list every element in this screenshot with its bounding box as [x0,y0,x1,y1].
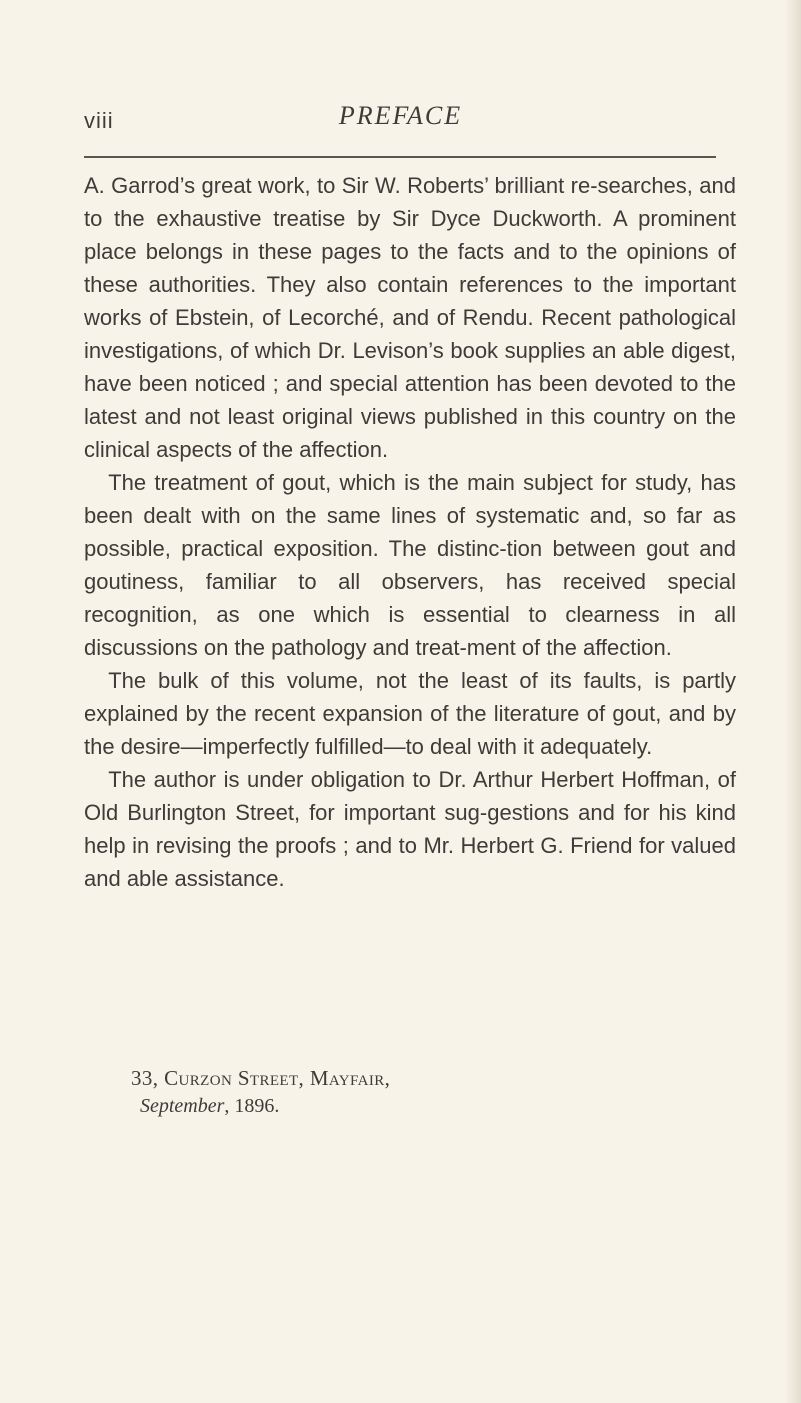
page-edge-shadow [785,0,801,1403]
signature-address: 33, Curzon Street, Mayfair, [131,1066,391,1090]
preface-body [84,169,736,895]
header-rule [84,156,716,158]
page-number: viii [84,108,114,133]
signature-year: , 1896. [224,1095,280,1117]
running-title: PREFACE [338,101,463,130]
signature-date [140,1092,631,1120]
paragraph-continued: A. Garrod’s great work, to Sir W. Roberts’ brilliant re-searches, and to the exhaustive treatise by Sir Dyce Duckworth. A prominent place belongs in these pages to the facts and to the opinions of these authorities. They also contain references to the important works of Ebstein, of Lecorché, and of Rendu. Recent pathological investigations, of which Dr. Levison’s book supplies an able digest, have been noticed ; and special attention has been devoted to the latest and not least original views published in this country on the clinical aspects of the affection. [84,173,736,462]
signature-block [131,1064,631,1120]
paragraph-acknowledgements: The author is under obligation to Dr. Arthur Herbert Hoffman, of Old Burlington Street, for important sug-gestions and for his kind help in revising the proofs ; and to Mr. Herbert G. Friend for valued and able assistance. [84,767,736,891]
paragraph-treatment: The treatment of gout, which is the main subject for study, has been dealt with on the same lines of systematic and, so far as possible, practical exposition. The distinc-tion between gout and goutiness, familiar to all observers, has received special recognition, as one which is essential to clearness in all discussions on the pathology and treat-ment of the affection. [84,470,736,660]
paragraph-volume-bulk: The bulk of this volume, not the least of its faults, is partly explained by the recent expansion of the literature of gout, and by the desire—imperfectly fulfilled—to deal with it adequately. [84,668,736,759]
signature-month: September [140,1095,225,1117]
